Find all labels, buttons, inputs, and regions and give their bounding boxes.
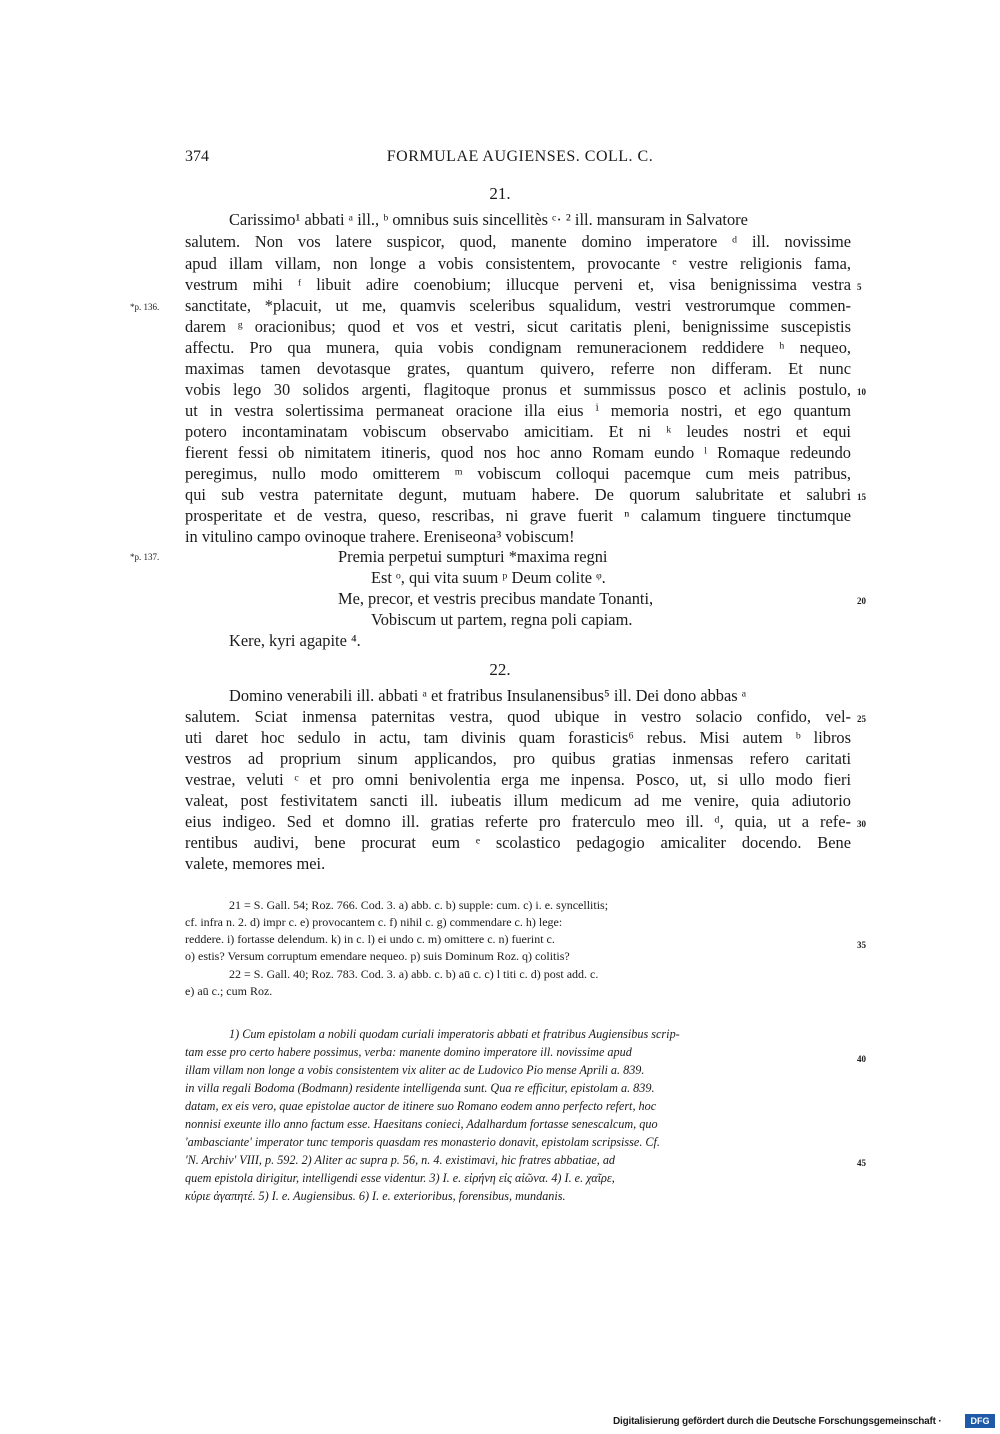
line-number: 10 xyxy=(857,387,866,397)
line-number: 5 xyxy=(857,282,862,292)
text-line: valeat, post festivitatem sancti ill. iubeatis illum medicum ad me venire, quia adiutorio xyxy=(185,791,851,810)
section-21-number: 21. xyxy=(489,184,511,203)
dfg-logo: DFG xyxy=(965,1414,995,1428)
text-line: fierent fessi ob nimitatem itineris, quod nos hoc anno Romam eundo ˡ Romaque redeundo xyxy=(185,443,851,462)
text-line: potero incontaminatam vobiscum observabo amicitiam. Et ni ᵏ leudes nostri et equi xyxy=(185,422,851,441)
line-number: 45 xyxy=(857,1158,866,1168)
digitization-credit: Digitalisierung gefördert durch die Deutsche Forschungsgemeinschaft · xyxy=(613,1416,942,1427)
line-number: 25 xyxy=(857,714,866,724)
verse-line: Vobiscum ut partem, regna poli capiam. xyxy=(371,610,633,629)
text-line: peregimus, nullo modo omitterem ᵐ vobiscum colloqui pacemque cum meis patribus, xyxy=(185,464,851,483)
footnote-line: 'N. Archiv' VIII, p. 592. 2) Aliter ac supra p. 56, n. 4. existimavi, hic fratres abbatiae, ad xyxy=(185,1153,616,1167)
footnote-line: datam, ex eis vero, quae epistolae auctor de itinere suo Romano eodem anno perfecto refert, hoc xyxy=(185,1099,657,1113)
text-line: vestrae, veluti ᶜ et pro omni benivolentia erga me inpensa. Posco, ut, si ullo modo fieri xyxy=(185,770,851,789)
text-line: Carissimo¹ abbati ᵃ ill., ᵇ omnibus suis sincellitès ᶜ· ² ill. mansuram in Salvatore xyxy=(229,210,748,229)
footnote-line: nonnisi exeunte illo anno factum esse. Haesitans conieci, Adalhardum fortasse senescalcum, quo xyxy=(185,1117,658,1131)
text-line: maximas tamen devotasque grates, quantum quivero, referre non differam. Et nunc xyxy=(185,359,851,378)
apparatus-line: 21 = S. Gall. 54; Roz. 766. Cod. 3. a) abb. c. b) supple: cum. c) i. e. syncellitis; xyxy=(229,898,609,912)
footnote-line: illam villam non longe a vobis consistentem vix aliter ac de Ludovico Pio mense Aprili a. 839. xyxy=(185,1063,645,1077)
verse-line: Est ᵒ, qui vita suum ᵖ Deum colite ᵠ. xyxy=(371,568,606,587)
footnote-line: quem epistola dirigitur, intelligendi esse videntur. 3) I. e. εἰρήνη εἰς αἰῶνα. 4) I. e. χαῖρε, xyxy=(185,1171,615,1185)
text-line: rentibus audivi, bene procurat eum ᵉ scolastico pedagogio amicaliter docendo. Bene xyxy=(185,833,851,852)
text-line: vobis lego 30 solidos argenti, flagitoque pronus et summissus posco et aclinis postulo, xyxy=(185,380,851,399)
text-line: apud illam villam, non longe a vobis consistentem, provocante ᵉ vestre religionis fama, xyxy=(185,254,851,273)
verse-line: Me, precor, et vestris precibus mandate Tonanti, xyxy=(338,589,654,608)
page-ref: *p. 137. xyxy=(130,552,160,562)
text-line: sanctitate, *placuit, ut me, quamvis sceleribus squalidum, vestri vestrorumque commen- xyxy=(185,296,851,315)
text-line: vestrum mihi ᶠ libuit adire coenobium; illucque perveni et, visa benignissima vestra xyxy=(185,275,851,294)
page-header xyxy=(185,148,855,172)
footnote-line: tam esse pro certo habere possimus, verba: manente domino imperatore ill. novissime apud xyxy=(185,1045,632,1059)
running-title: FORMULAE AUGIENSES. COLL. C. xyxy=(386,148,654,165)
text-line: valete, memores mei. xyxy=(185,854,326,873)
page-ref: *p. 136. xyxy=(130,302,160,312)
footnote-line: in villa regali Bodoma (Bodmann) residente intelligenda sunt. Qua re efficitur, epistolam a. 839. xyxy=(185,1081,655,1095)
footnote-line: κύριε ἀγαπητέ. 5) I. e. Augiensibus. 6) I. e. exterioribus, forensibus, mundanis. xyxy=(185,1189,566,1203)
closing-line: Kere, kyri agapite ⁴. xyxy=(229,631,361,650)
footnote-line: 1) Cum epistolam a nobili quodam curiali imperatoris abbati et fratribus Augiensibus scrip- xyxy=(229,1027,680,1041)
line-number: 15 xyxy=(857,492,866,502)
text-line: vestros ad proprium sinum applicandos, pro quibus gratias inmensas refero caritati xyxy=(185,749,851,768)
text-line: salutem. Non vos latere suspicor, quod, manente domino imperatore ᵈ ill. novissime xyxy=(185,232,851,251)
apparatus-line: 22 = S. Gall. 40; Roz. 783. Cod. 3. a) abb. c. b) aū c. c) l titi c. d) post add. c. xyxy=(229,967,599,981)
verse-line: Premia perpetui sumpturi *maxima regni xyxy=(338,547,608,566)
text-line: Domino venerabili ill. abbati ᵃ et fratribus Insulanensibus⁵ ill. Dei dono abbas ᵃ xyxy=(229,686,747,705)
line-number: 20 xyxy=(857,596,866,606)
apparatus-line: reddere. i) fortasse delendum. k) in c. l) ei undo c. m) omittere c. n) fuerint c. xyxy=(185,932,555,946)
text-line: qui sub vestra paternitate degunt, mutuam habere. De quorum salubritate et salubri xyxy=(185,485,851,504)
line-number: 35 xyxy=(857,940,866,950)
apparatus-line: e) aū c.; cum Roz. xyxy=(185,984,273,998)
section-22-number: 22. xyxy=(489,660,511,679)
text-line: salutem. Sciat inmensa paternitas vestra, quod ubique in vestro solacio confido, vel- xyxy=(185,707,851,726)
footnote-line: 'ambasciante' imperator tunc temporis quasdam res monasterio donavit, epistolam scripsisse. Cf. xyxy=(185,1135,660,1149)
text-line: eius indigeo. Sed et domno ill. gratias referte pro fraterculo meo ill. ᵈ, quia, ut a refe- xyxy=(185,812,851,831)
text-line: ut in vestra solertissima permaneat oracione illa eius ⁱ memoria nostri, et ego quantum xyxy=(185,401,851,420)
apparatus-line: o) estis? Versum corruptum emendare nequeo. p) suis Dominum Roz. q) colitis? xyxy=(185,949,570,963)
apparatus-line: cf. infra n. 2. d) impr c. e) provocantem c. f) nihil c. g) commendare c. h) lege: xyxy=(185,915,563,929)
text-line: darem ᵍ oracionibus; quod et vos et vestri, sicut caritatis pleni, benignissime suscepistis xyxy=(185,317,851,336)
line-number: 30 xyxy=(857,819,866,829)
line-number: 40 xyxy=(857,1054,866,1064)
text-line: affectu. Pro qua munera, quia vobis condignam remuneracionem reddidere ʰ nequeo, xyxy=(185,338,851,357)
text-line: prosperitate et de vestra, queso, rescribas, ni grave fuerit ⁿ calamum tinguere tinctumque xyxy=(185,506,851,525)
page-number: 374 xyxy=(185,148,209,165)
text-line: in vitulino campo ovinoque trahere. Ereniseona³ vobiscum! xyxy=(185,527,575,546)
text-line: uti daret hoc sedulo in actu, tam divinis quam forasticis⁶ rebus. Misi autem ᵇ libros xyxy=(185,728,851,747)
